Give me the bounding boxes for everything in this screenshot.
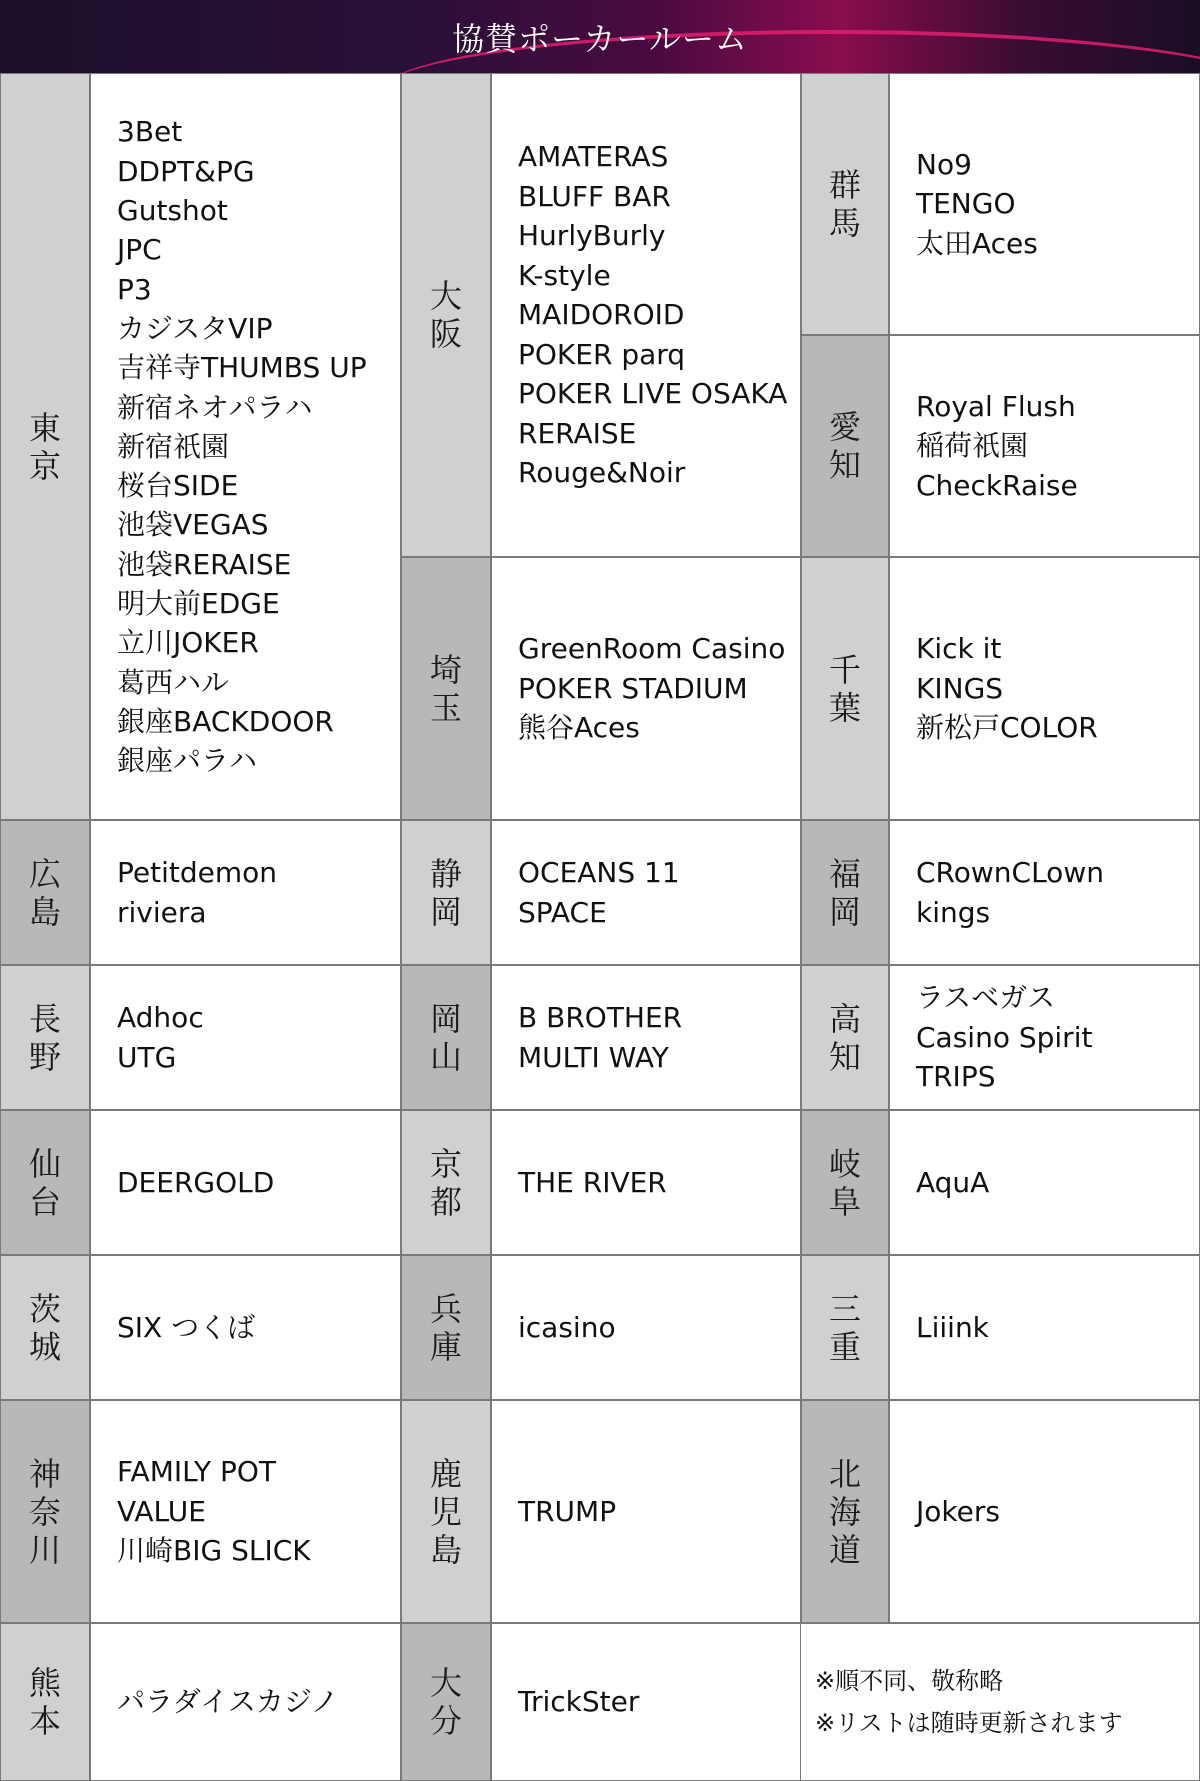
- room-name: HurlyBurly: [518, 219, 666, 253]
- room-name: Royal Flush: [916, 389, 1076, 423]
- room-name: AMATERAS: [518, 140, 669, 174]
- room-list-gunma: [889, 73, 1200, 335]
- room-list-hokkaido: [889, 1400, 1200, 1623]
- pref-name: 三重: [828, 1289, 861, 1366]
- pref-name: 大阪: [429, 277, 462, 353]
- pref-name: 神奈川: [28, 1454, 61, 1569]
- room-name: Jokers: [916, 1494, 1000, 1528]
- room-name: Rouge&Noir: [518, 456, 686, 490]
- room-name: UTG: [117, 1040, 177, 1074]
- pref-name: 鹿児島: [429, 1454, 462, 1569]
- pref-label-hyogo: [401, 1255, 491, 1400]
- room-name: 新宿祇園: [117, 429, 230, 463]
- room-name: 銀座BACKDOOR: [117, 704, 334, 738]
- pref-name: 広島: [28, 854, 61, 931]
- pref-label-kagoshima: [401, 1400, 491, 1623]
- room-name: 明大前EDGE: [117, 587, 280, 621]
- pref-name: 京都: [429, 1144, 462, 1221]
- room-name: OCEANS 11: [518, 856, 680, 889]
- pref-label-osaka: [401, 73, 491, 557]
- room-list-nagano: [90, 965, 401, 1110]
- room-list-gifu: [889, 1110, 1200, 1255]
- pref-label-ibaraki: [0, 1255, 90, 1400]
- room-name: TRIPS: [916, 1060, 996, 1094]
- pref-name: 群馬: [828, 166, 861, 242]
- room-name: 吉祥寺THUMBS UP: [117, 351, 367, 385]
- room-name: 熊谷Aces: [518, 711, 640, 745]
- room-name: CRownCLown: [916, 856, 1104, 889]
- pref-label-oita: [401, 1623, 491, 1781]
- room-name: VALUE: [117, 1494, 206, 1528]
- room-list-tokyo: [90, 73, 401, 820]
- room-name: 川崎BIG SLICK: [117, 1534, 311, 1568]
- pref-name: 東京: [28, 408, 61, 485]
- pref-label-kanagawa: [0, 1400, 90, 1623]
- room-name: KINGS: [916, 671, 1004, 705]
- pref-name: 千葉: [828, 650, 861, 727]
- pref-label-kyoto: [401, 1110, 491, 1255]
- room-name: TENGO: [916, 187, 1016, 221]
- pref-label-mie: [801, 1255, 889, 1400]
- room-name: SPACE: [518, 895, 607, 929]
- room-name: No9: [916, 147, 972, 181]
- pref-label-shizuoka: [401, 820, 491, 965]
- pref-name: 愛知: [828, 408, 861, 484]
- room-name: Casino Spirit: [916, 1020, 1093, 1054]
- room-name: MAIDOROID: [518, 298, 685, 332]
- pref-name: 茨城: [28, 1289, 61, 1366]
- room-list-saitama: [491, 557, 801, 820]
- room-list-fukuoka: [889, 820, 1200, 965]
- room-list-ibaraki: [90, 1255, 401, 1400]
- room-name: RERAISE: [518, 416, 637, 450]
- pref-label-kochi: [801, 965, 889, 1110]
- room-name: B BROTHER: [518, 1001, 683, 1034]
- pref-name: 長野: [28, 999, 61, 1076]
- room-name: icasino: [518, 1310, 616, 1344]
- room-name: ラスベガス: [916, 981, 1056, 1015]
- room-name: TRUMP: [518, 1494, 617, 1528]
- room-name: 池袋RERAISE: [117, 547, 292, 581]
- pref-name: 大分: [429, 1664, 462, 1740]
- room-name: 3Bet: [117, 115, 183, 149]
- room-list-kochi: [889, 965, 1200, 1110]
- notes-cell: [800, 1623, 1200, 1781]
- room-list-mie: [889, 1255, 1200, 1400]
- room-name: パラダイスカジノ: [117, 1685, 339, 1719]
- room-name: Petitdemon: [117, 856, 278, 889]
- room-name: DDPT&PG: [117, 154, 255, 188]
- room-list-chiba: [889, 557, 1200, 820]
- pref-name: 北海道: [828, 1454, 861, 1569]
- room-list-aichi: [889, 335, 1200, 557]
- room-list-kanagawa: [90, 1400, 401, 1623]
- room-list-hyogo: [491, 1255, 801, 1400]
- room-list-hiroshima: [90, 820, 401, 965]
- room-name: BLUFF BAR: [518, 179, 671, 213]
- room-name: CheckRaise: [916, 468, 1078, 502]
- room-name: AquA: [916, 1165, 990, 1199]
- pref-name: 熊本: [28, 1664, 61, 1740]
- room-name: K-style: [518, 258, 611, 292]
- room-name: TrickSter: [518, 1685, 640, 1719]
- room-name: 新宿ネオパラハ: [117, 390, 313, 424]
- pref-name: 福岡: [828, 854, 861, 931]
- room-name: riviera: [117, 895, 207, 929]
- room-list-shizuoka: [491, 820, 801, 965]
- room-list-okayama: [491, 965, 801, 1110]
- room-list-oita: [491, 1623, 801, 1781]
- room-list-osaka: [491, 73, 801, 557]
- pref-name: 高知: [828, 999, 861, 1076]
- pref-name: 岐阜: [828, 1144, 861, 1221]
- pref-name: 岡山: [429, 999, 462, 1076]
- pref-label-gifu: [801, 1110, 889, 1255]
- room-name: 池袋VEGAS: [117, 508, 269, 542]
- pref-name: 兵庫: [429, 1289, 462, 1366]
- pref-label-gunma: [801, 73, 889, 335]
- room-name: 新松戸COLOR: [916, 711, 1098, 745]
- room-name: 立川JOKER: [117, 626, 259, 660]
- room-name: DEERGOLD: [117, 1165, 275, 1199]
- room-name: 太田Aces: [916, 226, 1038, 260]
- pref-label-aichi: [801, 335, 889, 557]
- pref-label-sendai: [0, 1110, 90, 1255]
- pref-label-tokyo: [0, 73, 90, 820]
- room-name: kings: [916, 895, 991, 929]
- page-title: 協賛ポーカールーム: [452, 19, 748, 58]
- pref-label-okayama: [401, 965, 491, 1110]
- room-name: 桜台SIDE: [117, 469, 239, 503]
- room-list-kagoshima: [491, 1400, 801, 1623]
- pref-label-chiba: [801, 557, 889, 820]
- room-list-kumamoto: [90, 1623, 401, 1781]
- note-update: ※リストは随時更新されます: [815, 1709, 1123, 1737]
- room-name: POKER parq: [518, 337, 686, 371]
- room-name: POKER LIVE OSAKA: [518, 377, 788, 411]
- pref-label-nagano: [0, 965, 90, 1110]
- pref-label-kumamoto: [0, 1623, 90, 1781]
- room-name: FAMILY POT: [117, 1455, 277, 1489]
- room-name: Adhoc: [117, 1001, 204, 1034]
- room-name: 葛西ハル: [117, 665, 230, 699]
- room-name: カジスタVIP: [117, 311, 273, 345]
- pref-name: 埼玉: [429, 650, 462, 727]
- room-name: JPC: [117, 233, 162, 267]
- header-banner: [0, 0, 1200, 73]
- room-name: 稲荷祇園: [916, 429, 1029, 463]
- room-name: SIX つくば: [117, 1310, 256, 1344]
- room-name: GreenRoom Casino: [518, 632, 786, 666]
- pref-label-hokkaido: [801, 1400, 889, 1623]
- pref-label-fukuoka: [801, 820, 889, 965]
- room-name: Gutshot: [117, 194, 228, 228]
- pref-label-saitama: [401, 557, 491, 820]
- room-name: POKER STADIUM: [518, 671, 748, 705]
- room-name: Liiink: [916, 1310, 989, 1344]
- note-order: ※順不同、敬称略: [815, 1667, 1004, 1695]
- room-name: P3: [117, 272, 152, 306]
- room-name: 銀座パラハ: [117, 744, 258, 778]
- pref-name: 仙台: [28, 1144, 61, 1221]
- pref-name: 静岡: [429, 854, 462, 931]
- room-name: MULTI WAY: [518, 1040, 669, 1074]
- room-list-kyoto: [491, 1110, 801, 1255]
- room-name: Kick it: [916, 632, 1002, 666]
- pref-label-hiroshima: [0, 820, 90, 965]
- room-list-sendai: [90, 1110, 401, 1255]
- room-name: THE RIVER: [518, 1165, 667, 1199]
